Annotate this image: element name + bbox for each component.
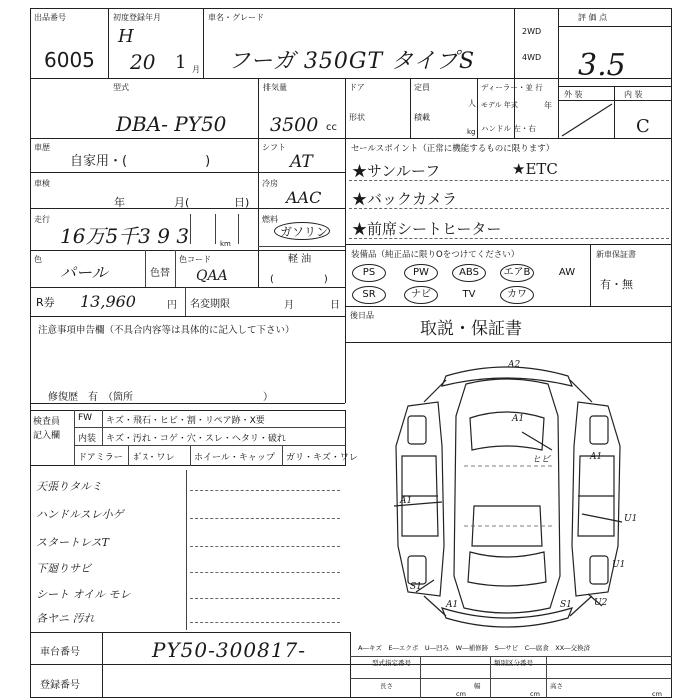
equipment-title: 装備品（純正品に限りOをつけてください） <box>351 250 520 260</box>
damage-mark: ヒビ <box>532 455 551 465</box>
sp-item-2: ★ETC <box>512 160 558 178</box>
recycle-value: 13,960 <box>80 292 136 311</box>
paren: ( ) <box>270 274 328 285</box>
damage-mark: A2 <box>508 360 521 370</box>
warranty: 有・無 <box>600 278 633 291</box>
title-month: 月 <box>284 300 294 311</box>
inspection-label: 車検 <box>34 179 50 188</box>
fw-label: FW <box>78 413 93 423</box>
reg-label: 登録番号 <box>40 680 80 691</box>
damage-mark: S1 <box>410 582 422 592</box>
handwritten-note: ハンドルスレ小ゲ <box>36 508 124 521</box>
handwritten-note: シート オイル モレ <box>36 588 131 601</box>
inspection-year: 年 <box>114 196 125 209</box>
first-reg-month: 1 <box>175 52 187 73</box>
displacement-label: 排気量 <box>263 83 287 92</box>
damage-mark: U1 <box>612 560 626 570</box>
handwritten-note: スタートレスT <box>36 536 110 549</box>
note-line <box>190 546 340 547</box>
color-code: QAA <box>196 268 228 284</box>
recycle-label: R券 <box>36 296 55 309</box>
note-line <box>190 622 340 623</box>
interior-grade: C <box>636 116 650 137</box>
note-line <box>190 598 340 599</box>
equipment-item: ナビ <box>404 286 438 304</box>
mileage-label: 走行 <box>34 215 50 224</box>
inspector-label-1: 検査員 <box>33 417 61 427</box>
length-label: 長さ <box>380 682 393 690</box>
damage-mark: A1 <box>446 600 459 610</box>
cm-unit-3: cm <box>652 690 662 698</box>
ac: AAC <box>286 188 322 207</box>
repair-label: 修復歴 有 （箇所 ） <box>48 392 273 403</box>
selling-points-title: セールスポイント（正常に機能するものに限ります） <box>351 144 555 154</box>
name-grade-label: 車名・グレード <box>208 13 264 22</box>
car-damage-diagram <box>346 346 670 636</box>
era: H <box>118 26 134 47</box>
door-label: ドア <box>349 83 365 92</box>
handwritten-note: 下廻りサビ <box>36 562 91 575</box>
exterior-label: 外 装 <box>564 90 583 99</box>
shift: AT <box>290 152 313 172</box>
equipment-item: カワ <box>500 286 534 304</box>
chassis: PY50-300817- <box>152 638 306 662</box>
cc-unit: cc <box>326 122 337 133</box>
fw-text: キズ・飛石・ヒビ・割・リペア跡・X要 <box>106 416 265 426</box>
interior-insp-label: 内装 <box>78 434 97 444</box>
inspector-label-2: 記入欄 <box>33 431 61 441</box>
yen-unit: 円 <box>167 300 177 311</box>
cat-label: 類別区分番号 <box>494 659 533 667</box>
cm-unit-2: cm <box>530 690 540 698</box>
equipment-item: AW <box>558 267 576 278</box>
title-label: 名変期限 <box>190 299 230 310</box>
drive-4wd: 4WD <box>522 53 542 62</box>
equipment-item: エアB <box>500 264 534 282</box>
color-code-label: 色コード <box>179 255 211 264</box>
notes-title: 注意事項申告欄（不具合内容等は具体的に記入して下さい） <box>38 325 295 336</box>
name-grade: フーガ 350GT タイプS <box>228 49 476 74</box>
usage-label: 車歴 <box>34 143 50 152</box>
load-unit: kg <box>467 128 476 136</box>
color-label: 色 <box>34 255 42 264</box>
damage-mark: U1 <box>624 514 638 524</box>
light-oil: 軽 油 <box>288 254 312 265</box>
lot-number: 6005 <box>44 48 95 72</box>
damage-mark: A1 <box>512 414 525 424</box>
width-label: 幅 <box>474 682 481 690</box>
wheel-label: ホイール・キャップ <box>194 453 275 463</box>
mirror-label: ドアミラー <box>78 453 123 463</box>
fuel: ガソリン <box>280 225 329 239</box>
first-reg-year: 20 <box>130 50 156 74</box>
cert-label: 型式指定番号 <box>372 659 411 667</box>
first-reg-label: 初度登録年月 <box>113 13 161 22</box>
notes-divider <box>186 470 187 630</box>
equipment-item: SR <box>352 286 386 304</box>
recolor-label: 色替 <box>150 268 170 279</box>
shift-label: シフト <box>262 143 286 152</box>
damage-mark: S1 <box>560 600 572 610</box>
ac-label: 冷房 <box>262 179 278 188</box>
equipment-item: PS <box>352 264 386 282</box>
equipment-item: PW <box>404 264 438 282</box>
model-label: 型式 <box>113 83 129 92</box>
color: パール <box>60 263 108 282</box>
sp-item-4: ★前席シートヒーター <box>352 220 502 238</box>
note-line <box>190 572 340 573</box>
handwritten-note: 各ヤニ 汚れ <box>36 612 95 625</box>
interior-label: 内 装 <box>624 90 643 99</box>
later-value: 取説・保証書 <box>420 319 522 339</box>
drive-2wd: 2WD <box>522 27 542 36</box>
height-label: 高さ <box>550 682 563 690</box>
damage-mark: U2 <box>594 598 608 608</box>
note-line <box>190 490 340 491</box>
model: DBA- PY50 <box>116 112 227 136</box>
wheel-text: ガリ・キズ・ワレ <box>286 453 358 463</box>
handwritten-note: 天張りタルミ <box>36 480 102 493</box>
model-year-label: モデル 年式 <box>481 101 518 109</box>
equipment-item: TV <box>462 289 476 300</box>
displacement: 3500 <box>270 114 319 136</box>
chassis-label: 車台番号 <box>40 647 80 658</box>
damage-mark: A1 <box>400 496 413 506</box>
load-label: 積載 <box>414 113 430 122</box>
mileage: 16万5千3 9 3 <box>60 224 190 248</box>
inspection-day: 日) <box>234 196 250 209</box>
km-unit: km <box>220 240 231 248</box>
inspection-month: 月( <box>174 196 190 209</box>
usage: 自家用・( ) <box>70 154 211 169</box>
damage-mark: A1 <box>590 452 603 462</box>
later-label: 後日品 <box>350 311 374 320</box>
interior-insp-text: キズ・汚れ・コゲ・穴・スレ・ヘタリ・破れ <box>106 434 286 444</box>
score: 3.5 <box>578 48 626 83</box>
exterior-slash <box>560 102 614 138</box>
warranty-label: 新車保証書 <box>596 250 636 259</box>
month-unit: 月 <box>192 65 200 74</box>
score-label: 評 価 点 <box>578 13 608 22</box>
capacity-unit: 人 <box>468 99 476 108</box>
lot-label: 出品番号 <box>34 13 66 22</box>
fuel-label: 燃料 <box>262 215 278 224</box>
note-line <box>190 518 340 519</box>
legend: A―キズ E―エクボ U―凹み W―補修跡 S―サビ C―腐食 XX―交換済 <box>358 644 591 652</box>
title-day: 日 <box>330 300 340 311</box>
year-unit: 年 <box>544 101 552 110</box>
handle-label: ハンドル 左・右 <box>481 124 536 133</box>
equipment-item: ABS <box>452 264 486 282</box>
dealer-label: ディーラー・並 行 <box>481 83 543 92</box>
sp-item-3: ★バックカメラ <box>352 190 458 208</box>
cm-unit-1: cm <box>456 690 466 698</box>
capacity-label: 定員 <box>414 83 430 92</box>
shape-label: 形状 <box>349 113 365 122</box>
sp-item-1: ★サンルーフ <box>352 162 441 180</box>
mirror-text: ﾎﾞｽ・ワレ <box>134 453 175 463</box>
